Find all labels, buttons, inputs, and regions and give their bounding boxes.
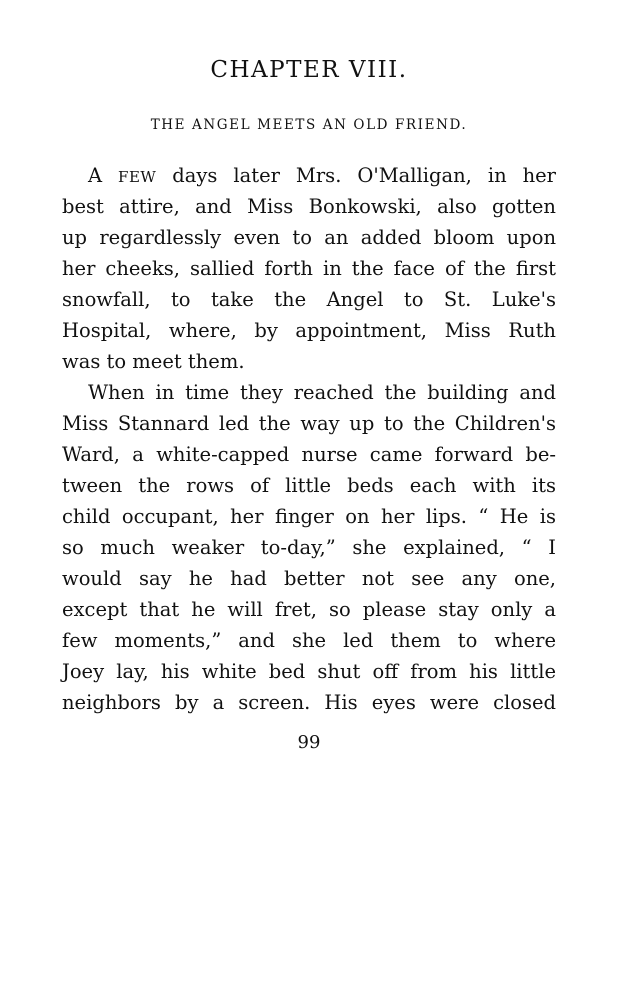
paragraph-opening-letter: A [88, 164, 119, 187]
chapter-title: CHAPTER VIII. [210, 57, 408, 83]
page-number: 99 [297, 732, 321, 753]
text-line: Miss Stannard led the way up to the Children's [62, 412, 556, 435]
text-line: up regardlessly even to an added bloom upon [62, 226, 556, 249]
text-line: so much weaker to-day,” she explained, “ I [62, 536, 556, 559]
text-line: Joey lay, his white bed shut off from his little [62, 660, 556, 683]
text-line: was to meet them. [62, 350, 245, 373]
text-line: neighbors by a screen. His eyes were closed [62, 691, 556, 714]
text-line: snowfall, to take the Angel to St. Luke's [62, 288, 556, 311]
text-line: child occupant, her finger on her lips. “ He is [62, 505, 556, 528]
text-line: tween the rows of little beds each with its [62, 474, 556, 497]
text-line: When in time they reached the building and [88, 381, 556, 404]
text-line-rest: days later Mrs. O'Malligan, in her [156, 164, 557, 187]
text-line [62, 160, 556, 191]
text-line: would say he had better not see any one, [62, 567, 556, 590]
text-line: few moments,” and she led them to where [62, 629, 556, 652]
text-line: her cheeks, sallied forth in the face of the first [62, 257, 556, 280]
text-line: Hospital, where, by appointment, Miss Ruth [62, 319, 556, 342]
small-caps-word: FEW [118, 168, 157, 186]
text-line: Ward, a white-capped nurse came forward be- [62, 443, 556, 466]
chapter-subtitle: THE ANGEL MEETS AN OLD FRIEND. [150, 117, 468, 133]
body-text [62, 160, 556, 718]
text-line: best attire, and Miss Bonkowski, also gotten [62, 195, 556, 218]
text-line: except that he will fret, so please stay only a [62, 598, 556, 621]
